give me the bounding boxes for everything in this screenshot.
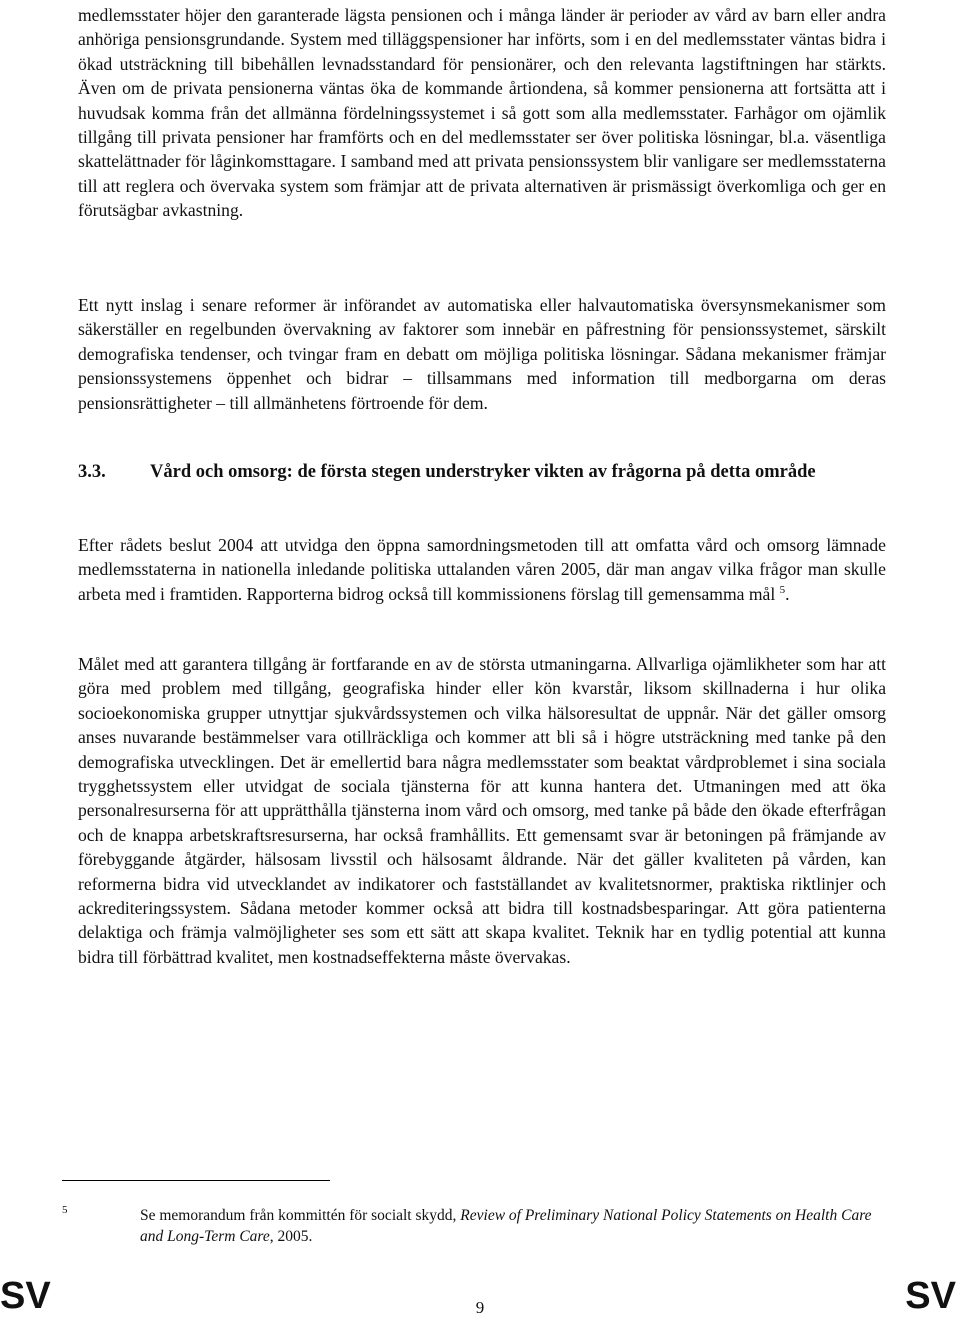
- footnote-mark: 5: [62, 1204, 68, 1216]
- language-code-left: SV: [0, 1275, 51, 1317]
- footnote-reference[interactable]: 5: [779, 583, 786, 596]
- paragraph-council-decision-end: .: [785, 583, 790, 604]
- paragraph-pension-systems: medlemsstater höjer den garanterade lägsta pensionen och i många länder är perioder av vård av barn eller andra anhöriga pensionsgrundande. System med tilläggspensioner har införts, som i en del medlemsstater väntas bidra i ökad utsträckning till bibehållen levnadsstandard för pensionärer, och den relevanta lagstiftningen har stärkts. Även om de privata pensionerna väntas öka de kommande årtiondena, så kommer pensionerna att fortsätta att i huvudsak komma från det allmänna fördelningssystemet i så gott som alla medlemsstater. Farhågor om ojämlik tillgång till privata pensioner har framförts och en del medlemsstater ser över politiska lösningar, bl.a. väsentliga skattelättnader för låginkomsttagare. I samband med att privata pensionssystem blir vanligare ser medlemsstaterna till att reglera och övervaka system som främjar att de privata alternativen är prismässigt överkomliga och ger en förutsägbar avkastning.: [78, 5, 886, 221]
- section-heading: [78, 460, 886, 485]
- footnote-text-plain: Se memorandum från kommittén för socialt skydd,: [140, 1207, 461, 1224]
- paragraph-review-mechanisms: Ett nytt inslag i senare reformer är införandet av automatiska eller halvautomatiska översynsmekanismer som säkerställer en regelbunden övervakning av faktorer som innebär en påfrestning för pensionssystemet, särskilt demografiska tendenser, och tvingar fram en debatt om möjliga politiska lösningar. Sådana mekanismer främjar pensionssystemens öppenhet och bidrar – tillsammans med information till medborgarna om deras pensionsrättigheter – till allmänhetens förtroende för dem.: [78, 295, 886, 413]
- footnote: [62, 1200, 892, 1247]
- footnote-text-end: , 2005.: [269, 1228, 313, 1245]
- language-code-right: SV: [905, 1275, 956, 1317]
- page-footer: [0, 1276, 960, 1316]
- footnote-divider: [62, 1180, 330, 1181]
- footnote-document-title: Review of Preliminary National Policy Statements on Health Care and Long-Term Care: [140, 1207, 872, 1245]
- paragraph-access-goal: Målet med att garantera tillgång är fortfarande en av de största utmaningarna. Allvarliga ojämlikheter som har att göra med problem med tillgång, geografiska hinder eller kön kvarstår, liksom skillnaderna i hur olika socioekonomiska grupper utnyttjar sjukvårdssystemen och vilka hälsoresultat de uppnår. När det gäller omsorg anses nuvarande bestämmelser vara otillräckliga och kommer att bli så i högre utsträckning med tanke på den demografiska utvecklingen. Det är emellertid bara några medlemsstater som beaktat vårdproblemet i sina sociala trygghetssystem eller utvidgat de sociala tjänsterna för att kunna hantera det. Utmaningen med att öka personalresurserna för att upprätthålla tjänsterna inom vård och omsorg, med tanke på både den ökade efterfrågan och de knappa arbetskraftsresurserna, har också framhållits. Ett gemensamt svar är betoningen på främjande av förebyggande åtgärder, hälsosam livsstil och hälsosamt åldrande. När det gäller kvaliteten på vården, kan reformerna bidra vid utvecklandet av indikatorer och fastställandet av kvalitetsnormer, praktiska riktlinjer och ackrediteringssystem. Sådana metoder kommer också att bidra till kostnadsbesparingar. Att göra patienterna delaktiga och främja valmöjligheter ses som ett sätt att skapa kvalitet. Teknik har en tydlig potential att kunna bidra till förbättrad kvalitet, men kostnadseffekterna måste övervakas.: [78, 654, 886, 967]
- section-number: 3.3.: [78, 462, 106, 482]
- paragraph-council-decision: [78, 533, 886, 606]
- footnote-text: [140, 1200, 892, 1247]
- section-title: Vård och omsorg: de första stegen understryker vikten av frågorna på detta område: [150, 462, 816, 482]
- paragraph-council-decision-text: Efter rådets beslut 2004 att utvidga den öppna samordningsmetoden till att omfatta vård och omsorg lämnade medlemsstaterna in nationella inledande politiska uttalanden våren 2005, där man angav vilka frågor man skulle arbeta med i framtiden. Rapporterna bidrog också till kommissionens förslag till gemensamma mål: [78, 535, 886, 604]
- page-number: 9: [475, 1298, 485, 1317]
